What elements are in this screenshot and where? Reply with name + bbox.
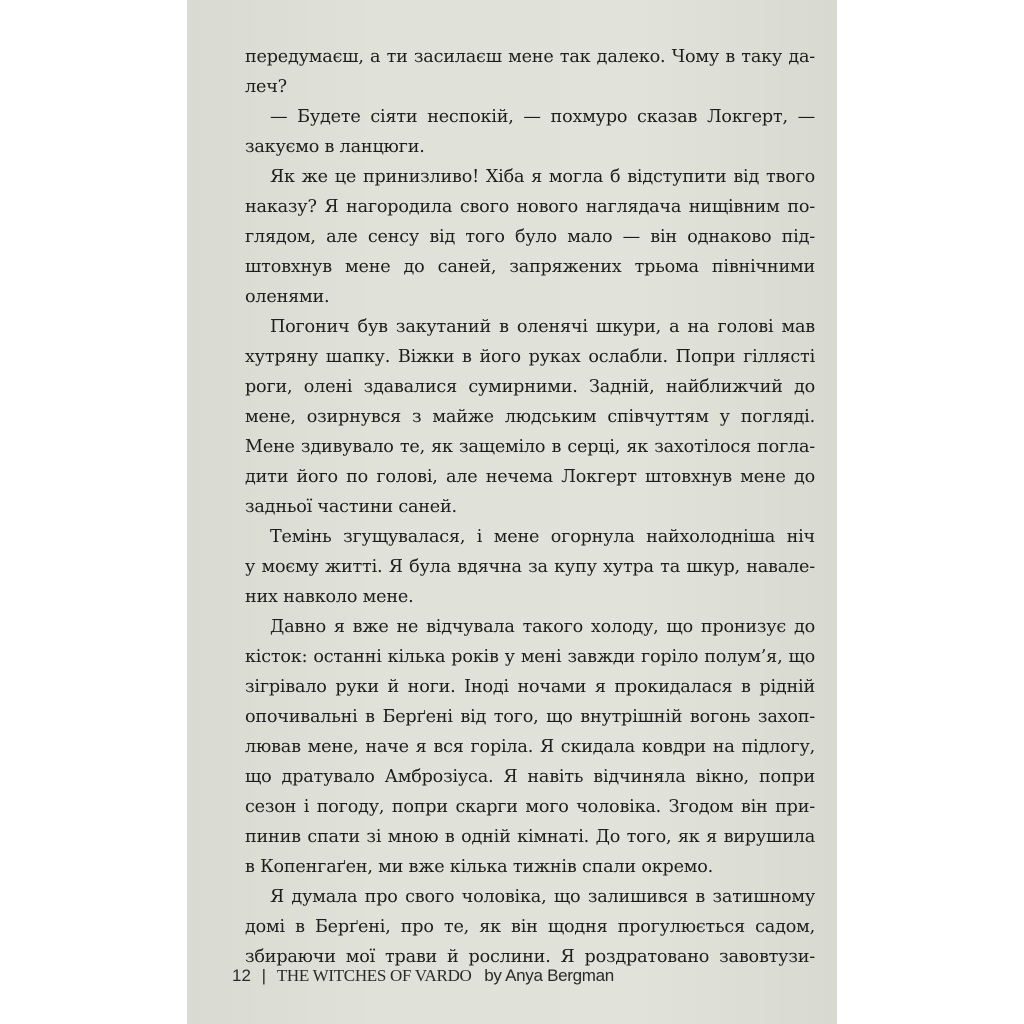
text-line: передумаєш, а ти засилаєш мене так далеко. Чому в таку да- bbox=[245, 47, 815, 67]
text-line: домі в Берґені, про те, як він щодня прогулюється садом, bbox=[245, 917, 815, 937]
text-line: Як же це принизливо! Хіба я могла б відступити від твого bbox=[270, 167, 815, 187]
page-number: 12 bbox=[232, 966, 251, 985]
text-line: Мене здивувало те, як защеміло в серці, як захотілося погла- bbox=[245, 437, 815, 457]
text-line: — Будете сіяти неспокій, — похмуро сказав Локгерт, — bbox=[270, 107, 815, 127]
text-line: пинив спати зі мною в одній кімнаті. До того, як я вирушила bbox=[245, 827, 815, 847]
text-line: що дратувало Амброзіуса. Я навіть відчиняла вікно, попри bbox=[245, 767, 815, 787]
text-line: збираючи мої трави й рослини. Я роздратовано завовтузи- bbox=[245, 947, 815, 967]
book-author: by Anya Bergman bbox=[484, 966, 614, 985]
text-line: хутряну шапку. Віжки в його руках ослабли. Попри гіллясті bbox=[245, 347, 815, 367]
text-line: мене, озирнувся з майже людським співчуттям у погляді. bbox=[245, 407, 815, 427]
text-line: роги, олені здавалися сумирними. Задній, найближчий до bbox=[245, 377, 815, 397]
text-line: закуємо в ланцюги. bbox=[245, 137, 425, 157]
text-line: сезон і погоду, попри скарги мого чоловіка. Згодом він при- bbox=[245, 797, 815, 817]
text-line: Я думала про свого чоловіка, що залишився в затишному bbox=[270, 887, 815, 907]
text-line: наказу? Я нагородила свого нового наглядача нищівним по- bbox=[245, 197, 815, 217]
page-footer bbox=[232, 966, 614, 986]
text-line: штовхнув мене до саней, запряжених трьома північними bbox=[245, 257, 815, 277]
text-line: у моєму житті. Я була вдячна за купу хутра та шкур, навале- bbox=[245, 557, 815, 577]
footer-separator: | bbox=[261, 966, 267, 985]
text-line: задньої частини саней. bbox=[245, 497, 457, 517]
body-text bbox=[245, 42, 815, 972]
text-line: кісток: останні кілька років у мені завжди горіло полум’я, що bbox=[245, 647, 815, 667]
text-line: Погонич був закутаний в оленячі шкури, а на голові мав bbox=[270, 317, 815, 337]
text-line: глядом, але сенсу від того було мало — він однаково під- bbox=[245, 227, 815, 247]
text-line: леч? bbox=[245, 77, 287, 97]
text-line: лював мене, наче я вся горіла. Я скидала ковдри на підлогу, bbox=[245, 737, 815, 757]
text-line: опочивальні в Берґені від того, що внутрішній вогонь захоп- bbox=[245, 707, 815, 727]
book-page bbox=[187, 0, 837, 1024]
text-line: дити його по голові, але нечема Локгерт штовхнув мене до bbox=[245, 467, 815, 487]
text-line: оленями. bbox=[245, 287, 330, 307]
text-line: Давно я вже не відчувала такого холоду, що пронизує до bbox=[270, 617, 815, 637]
text-line: в Копенгаґен, ми вже кілька тижнів спали окремо. bbox=[245, 857, 714, 877]
text-line: зігрівало руки й ноги. Іноді ночами я прокидалася в рідній bbox=[245, 677, 815, 697]
book-title: THE WITCHES OF VARDO bbox=[276, 966, 472, 985]
text-line: них навколо мене. bbox=[245, 587, 414, 607]
text-line: Темінь згущувалася, і мене огорнула найхолодніша ніч bbox=[270, 527, 815, 547]
